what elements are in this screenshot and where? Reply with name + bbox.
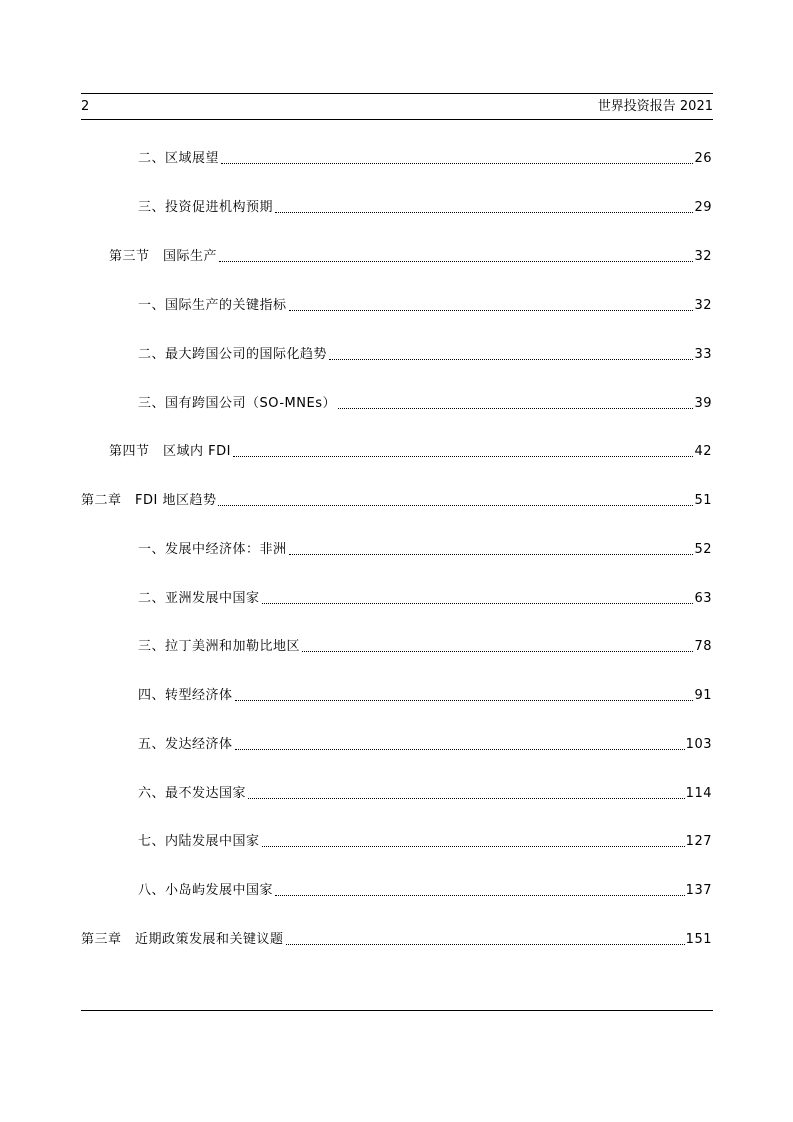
toc-entry-title: 一、国际生产的关键指标 — [138, 298, 287, 313]
toc-entry-title: 三、拉丁美洲和加勒比地区 — [138, 639, 301, 654]
dot-leader — [262, 602, 694, 604]
toc-entry-title: 第四节 区域内 FDI — [109, 444, 231, 459]
dot-leader — [286, 943, 685, 945]
toc-entry[interactable] — [109, 442, 712, 460]
toc-entry-page: 127 — [685, 834, 712, 849]
toc-entry-page: 91 — [694, 688, 712, 703]
toc-entry-title: 一、发展中经济体：非洲 — [138, 542, 287, 557]
toc-entry-title: 二、区域展望 — [138, 151, 220, 166]
toc-entry-page: 26 — [694, 151, 712, 166]
toc-entry-title: 八、小岛屿发展中国家 — [138, 883, 274, 898]
dot-leader — [219, 260, 693, 262]
page-number: 2 — [81, 99, 90, 114]
dot-leader — [329, 358, 693, 360]
toc-entry-title: 三、投资促进机构预期 — [138, 200, 274, 215]
toc-entry-title: 六、最不发达国家 — [138, 786, 247, 801]
toc-entry-page: 29 — [694, 200, 712, 215]
report-title: 世界投资报告 2021 — [597, 99, 713, 114]
toc-entry-title: 五、发达经济体 — [138, 737, 233, 752]
toc-entry[interactable] — [138, 637, 712, 655]
toc-entry[interactable] — [138, 198, 712, 216]
dot-leader — [289, 553, 694, 555]
toc-entry[interactable] — [138, 345, 712, 363]
toc-entry-page: 137 — [685, 883, 712, 898]
toc-entry-page: 63 — [694, 591, 712, 606]
toc-entry[interactable] — [138, 735, 712, 753]
dot-leader — [235, 699, 694, 701]
toc-entry-page: 39 — [694, 396, 712, 411]
dot-leader — [262, 845, 685, 847]
toc-entry-page: 32 — [694, 298, 712, 313]
toc-entry[interactable] — [138, 296, 712, 314]
toc-entry[interactable] — [138, 589, 712, 607]
toc-entry-page: 32 — [694, 249, 712, 264]
toc-entry[interactable] — [138, 394, 712, 412]
dot-leader — [289, 309, 694, 311]
toc-entry-title: 七、内陆发展中国家 — [138, 834, 260, 849]
dot-leader — [302, 650, 693, 652]
toc-entry-page: 78 — [694, 639, 712, 654]
dot-leader — [221, 162, 693, 164]
toc-entry-page: 114 — [685, 786, 712, 801]
toc-entry-title: 三、国有跨国公司（SO-MNEs） — [138, 396, 336, 411]
toc-entry-title: 第二章 FDI 地区趋势 — [81, 493, 217, 508]
toc-entry[interactable] — [138, 881, 712, 899]
dot-leader — [275, 211, 693, 213]
toc-entry-page: 33 — [694, 347, 712, 362]
footer-rule — [81, 1010, 713, 1011]
dot-leader — [248, 797, 685, 799]
dot-leader — [235, 748, 685, 750]
toc-entry-page: 42 — [694, 444, 712, 459]
toc-entry-title: 二、最大跨国公司的国际化趋势 — [138, 347, 328, 362]
toc-entry[interactable] — [138, 686, 712, 704]
toc-entry[interactable] — [138, 540, 712, 558]
toc-entry[interactable] — [81, 491, 712, 509]
dot-leader — [338, 407, 693, 409]
toc-entry-page: 103 — [685, 737, 712, 752]
toc-entry-title: 二、亚洲发展中国家 — [138, 591, 260, 606]
toc-entry-page: 52 — [694, 542, 712, 557]
toc-entry[interactable] — [138, 832, 712, 850]
toc-entry[interactable] — [138, 149, 712, 167]
toc-entry[interactable] — [81, 930, 712, 948]
toc-entry[interactable] — [138, 784, 712, 802]
dot-leader — [233, 455, 693, 457]
toc-entry-title: 第三节 国际生产 — [109, 249, 218, 264]
dot-leader — [275, 894, 685, 896]
toc-entry-title: 第三章 近期政策发展和关键议题 — [81, 932, 284, 947]
dot-leader — [218, 504, 693, 506]
toc-entry-title: 四、转型经济体 — [138, 688, 233, 703]
toc-entry[interactable] — [109, 247, 712, 265]
toc-entry-page: 51 — [694, 493, 712, 508]
toc-entry-page: 151 — [685, 932, 712, 947]
